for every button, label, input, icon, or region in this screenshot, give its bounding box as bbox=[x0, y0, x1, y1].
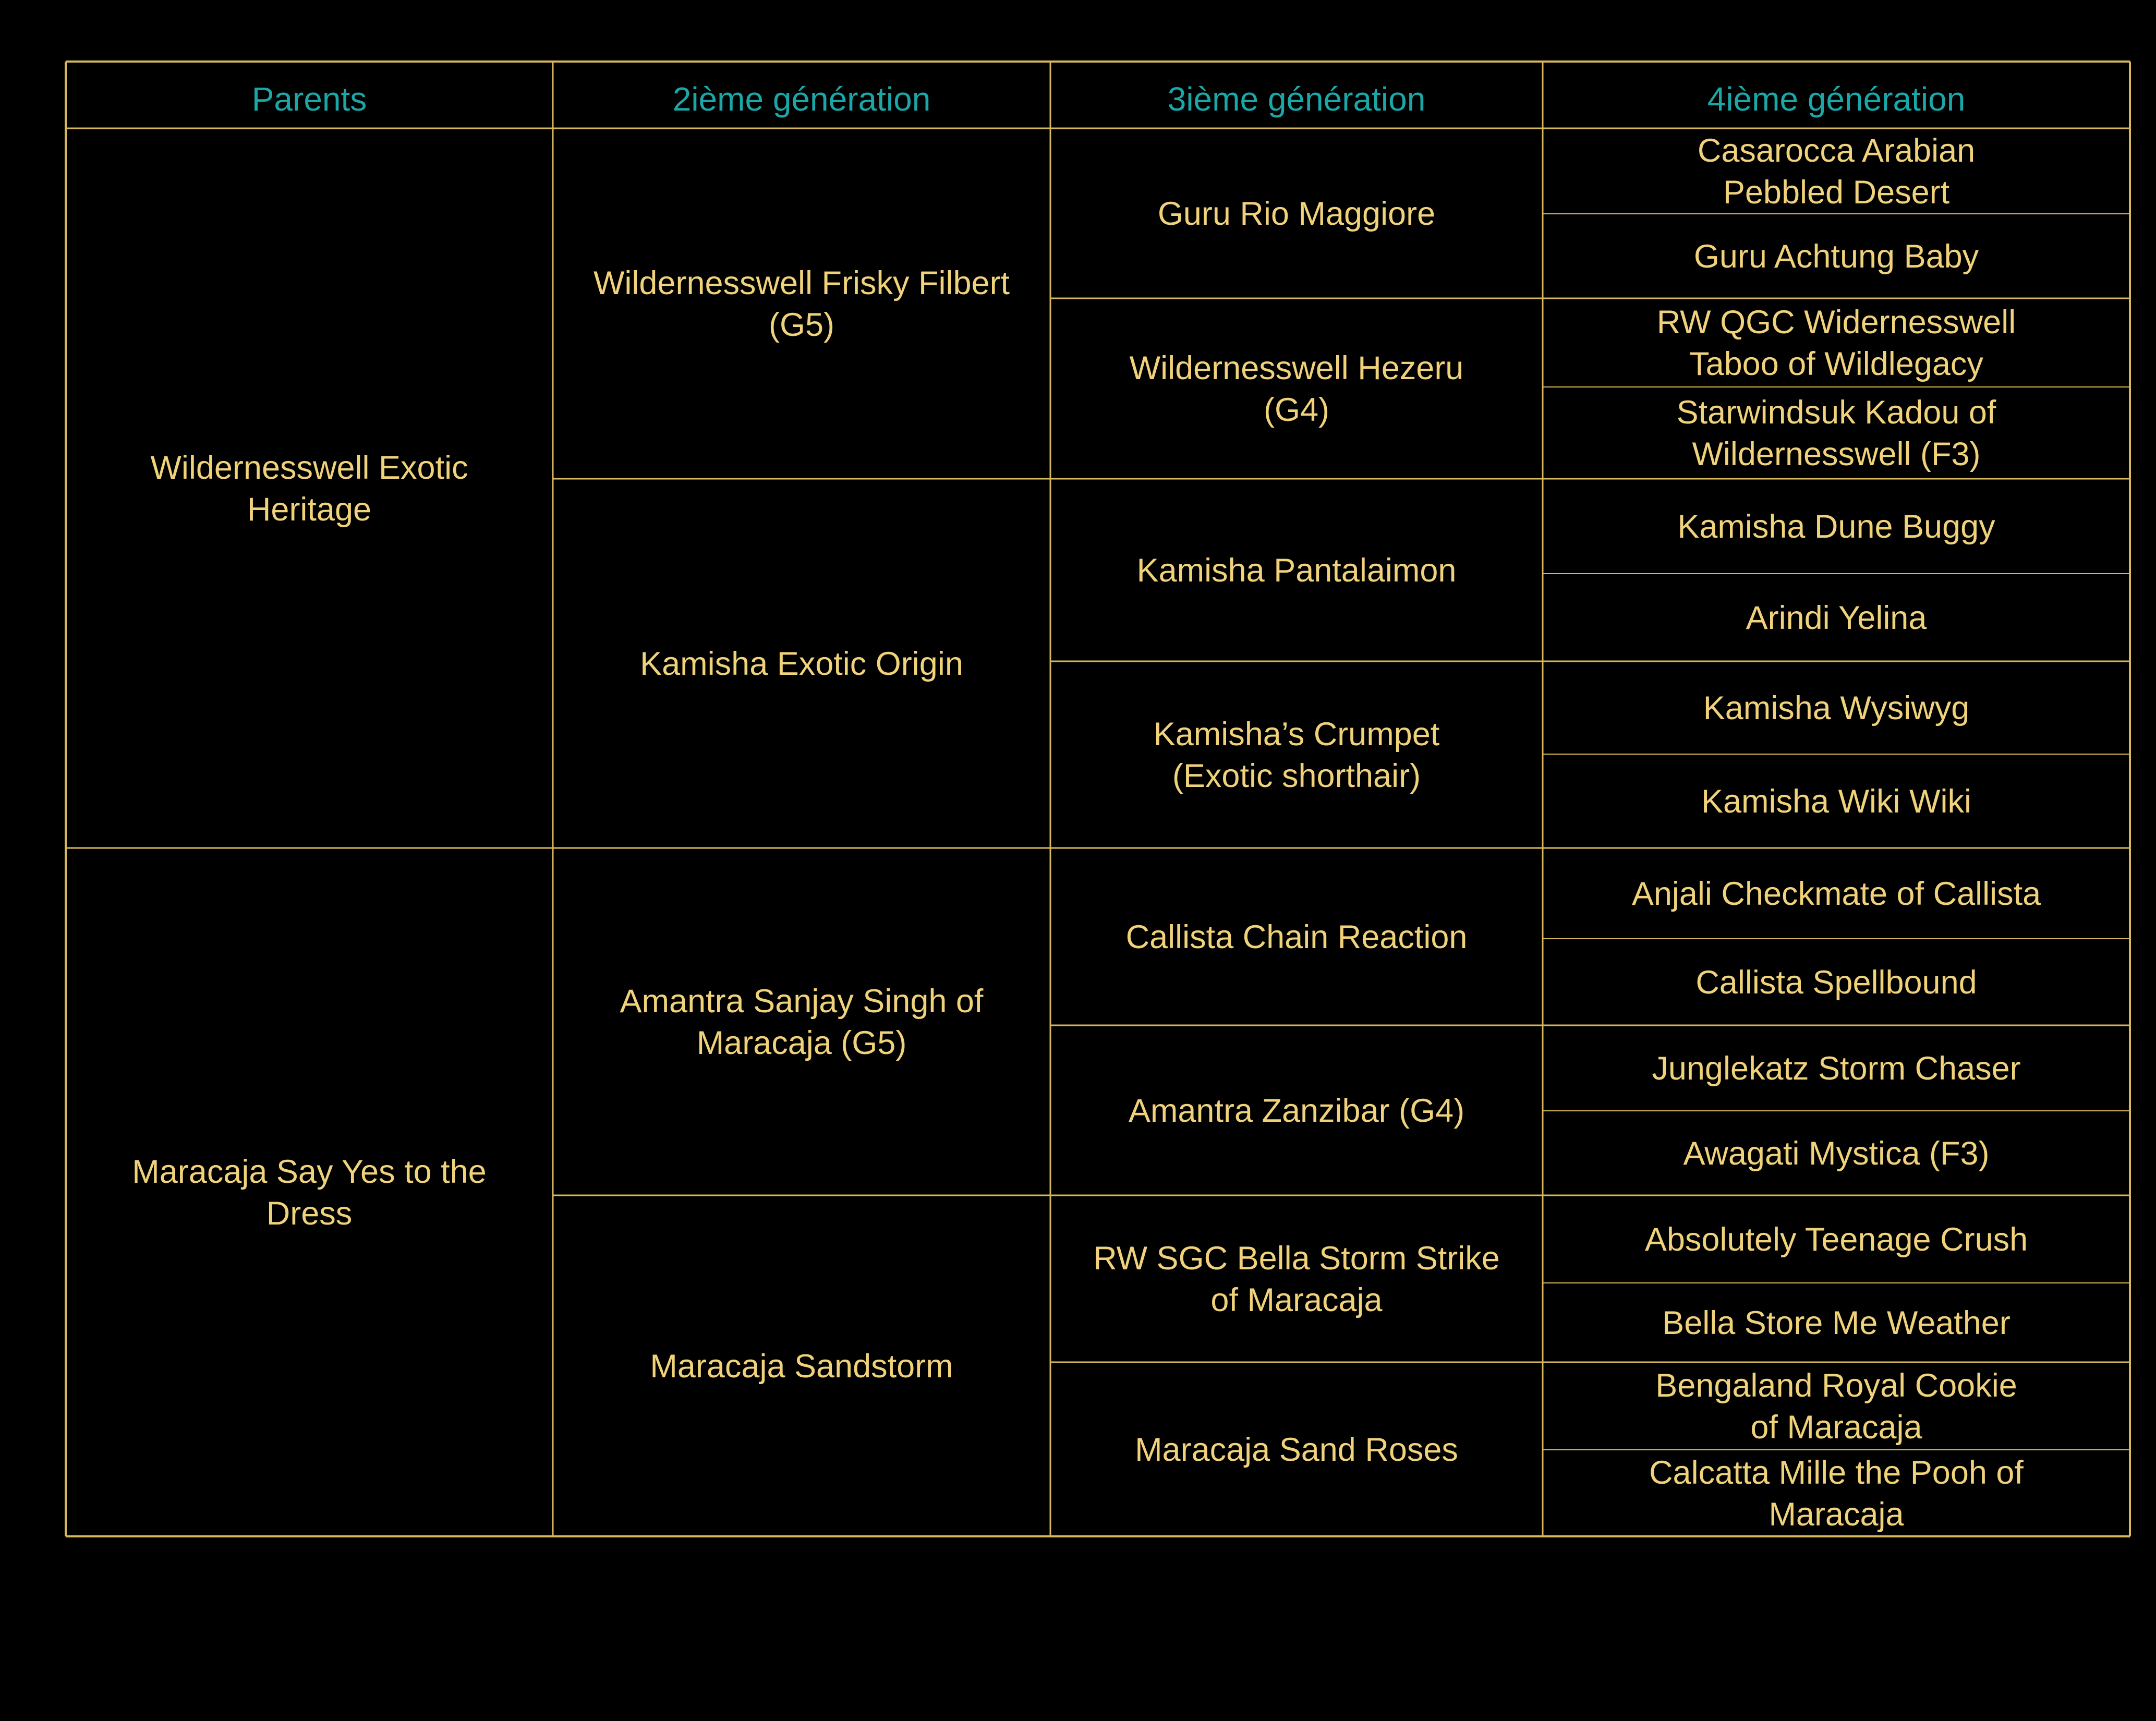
gen4-cell-line: Maracaja bbox=[1769, 1496, 1904, 1533]
gen4-cell bbox=[1694, 238, 1979, 275]
gen4-cell-line: RW QGC Widernesswell bbox=[1656, 304, 2016, 341]
gen4-cell bbox=[1703, 690, 1970, 726]
header-gen3: 3ième génération bbox=[1167, 80, 1426, 118]
gen4-cell-line: Bella Store Me Weather bbox=[1662, 1305, 2010, 1341]
gen3-cell-line: (Exotic shorthair) bbox=[1172, 758, 1421, 794]
gen4-cell bbox=[1695, 964, 1977, 1001]
header-gen4: 4ième génération bbox=[1707, 80, 1966, 118]
gen4-cell bbox=[1683, 1135, 1990, 1172]
parents-cell-line: Dress bbox=[266, 1195, 353, 1232]
gen4-cell bbox=[1746, 600, 1928, 636]
gen4-cell-line: Junglekatz Storm Chaser bbox=[1652, 1050, 2021, 1087]
gen4-cell-line: Pebbled Desert bbox=[1723, 174, 1950, 211]
gen4-cell-line: Taboo of Wildlegacy bbox=[1689, 346, 1983, 382]
gen4-cell-line: Absolutely Teenage Crush bbox=[1644, 1221, 2028, 1258]
gen4-cell-line: Casarocca Arabian bbox=[1697, 132, 1976, 169]
parents-cell-line: Wildernesswell Exotic bbox=[150, 450, 468, 486]
gen4-cell bbox=[1632, 876, 2041, 912]
gen4-cell bbox=[1652, 1050, 2020, 1087]
gen3-cell bbox=[1158, 196, 1435, 232]
gen4-cell-line: Kamisha Wiki Wiki bbox=[1701, 783, 1972, 820]
gen2-cell bbox=[650, 1348, 953, 1385]
gen3-cell bbox=[1126, 919, 1468, 955]
gen2-cell-line: Amantra Sanjay Singh of bbox=[620, 983, 984, 1020]
gen3-cell-line: Guru Rio Maggiore bbox=[1157, 196, 1436, 232]
gen3-cell bbox=[1137, 552, 1457, 589]
parents-cell-line: Maracaja Say Yes to the bbox=[132, 1154, 487, 1190]
gen3-cell-line: Kamisha’s Crumpet bbox=[1153, 716, 1440, 753]
gen3-cell bbox=[1129, 1093, 1464, 1129]
gen4-cell-line: Callista Spellbound bbox=[1695, 964, 1977, 1001]
gen2-cell bbox=[640, 646, 963, 682]
gen4-cell-line: Arindi Yelina bbox=[1746, 600, 1927, 636]
gen4-cell-line: of Maracaja bbox=[1750, 1409, 1922, 1446]
gen4-cell-line: Kamisha Wysiwyg bbox=[1703, 690, 1970, 726]
gen2-cell-line: Maracaja Sandstorm bbox=[650, 1348, 953, 1385]
gen4-cell-line: Awagati Mystica (F3) bbox=[1683, 1135, 1990, 1172]
gen4-cell-line: Bengaland Royal Cookie bbox=[1655, 1367, 2017, 1404]
gen2-cell-line: (G5) bbox=[769, 307, 834, 343]
gen3-cell-line: Wildernesswell Hezeru bbox=[1129, 350, 1464, 386]
gen2-cell-line: Wildernesswell Frisky Filbert bbox=[593, 265, 1010, 301]
gen2-cell-line: Maracaja (G5) bbox=[696, 1025, 907, 1061]
header-gen2: 2ième génération bbox=[672, 80, 931, 118]
gen3-cell-line: Amantra Zanzibar (G4) bbox=[1128, 1093, 1465, 1129]
gen4-cell bbox=[1662, 1305, 2010, 1341]
gen3-cell-line: of Maracaja bbox=[1210, 1282, 1383, 1318]
gen3-cell-line: Maracaja Sand Roses bbox=[1135, 1432, 1458, 1468]
gen4-cell-line: Wildernesswell (F3) bbox=[1692, 436, 1981, 472]
gen3-cell-line: Callista Chain Reaction bbox=[1125, 919, 1468, 955]
gen4-cell-line: Anjali Checkmate of Callista bbox=[1631, 876, 2041, 912]
gen3-cell-line: RW SGC Bella Storm Strike bbox=[1093, 1240, 1500, 1277]
parents-cell-line: Heritage bbox=[247, 491, 372, 528]
gen4-cell bbox=[1645, 1221, 2028, 1258]
gen2-cell-line: Kamisha Exotic Origin bbox=[640, 646, 963, 682]
gen4-cell bbox=[1677, 508, 1995, 545]
gen4-cell-line: Starwindsuk Kadou of bbox=[1676, 394, 1996, 431]
gen3-cell-line: (G4) bbox=[1264, 392, 1329, 428]
gen3-cell-line: Kamisha Pantalaimon bbox=[1136, 552, 1457, 589]
gen4-cell-line: Calcatta Mille the Pooh of bbox=[1649, 1455, 2024, 1491]
header-parents: Parents bbox=[251, 80, 367, 118]
gen4-cell-line: Guru Achtung Baby bbox=[1693, 238, 1979, 275]
gen3-cell bbox=[1135, 1432, 1458, 1468]
gen4-cell-line: Kamisha Dune Buggy bbox=[1677, 508, 1995, 545]
gen4-cell bbox=[1701, 783, 1971, 820]
